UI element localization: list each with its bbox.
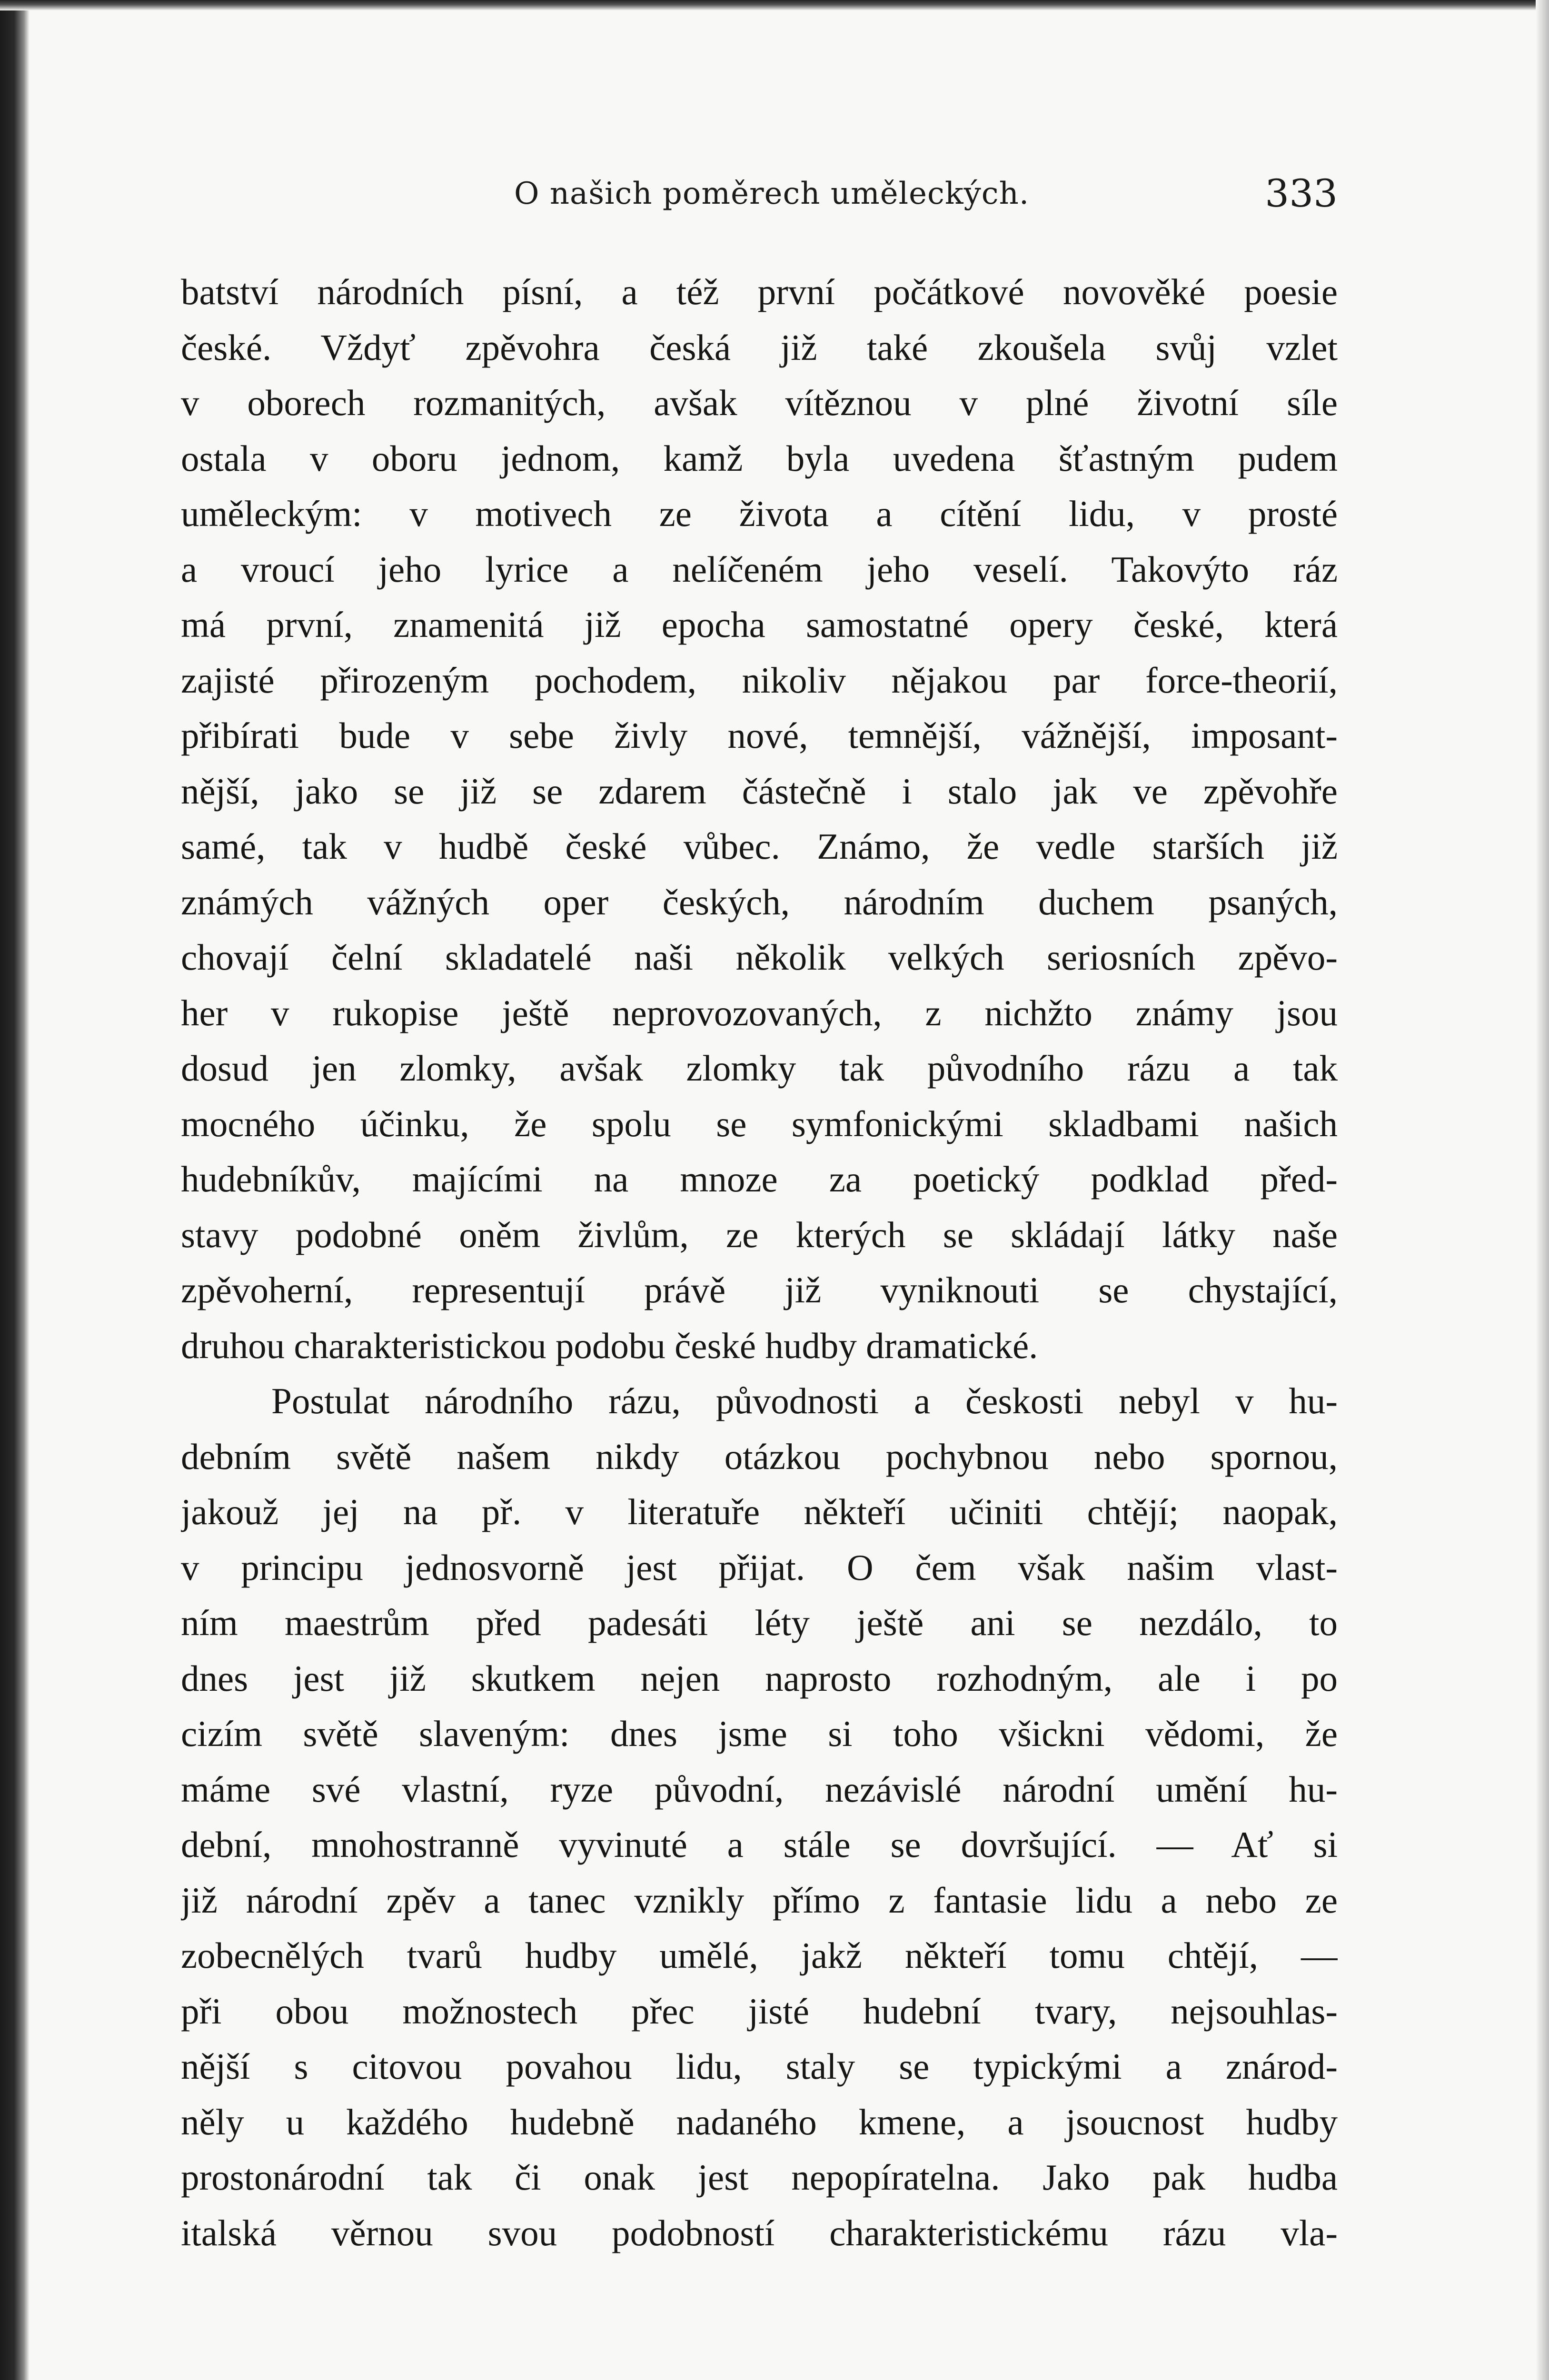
- text-line: Postulat národního rázu, původnosti a českosti nebyl v hu-: [271, 1380, 1338, 1421]
- text-line: dosud jen zlomky, avšak zlomky tak původního rázu a tak: [181, 1048, 1338, 1089]
- text-line: v principu jednosvorně jest přijat. O čem však našim vlast-: [181, 1547, 1338, 1588]
- right-scan-edge: [1536, 0, 1549, 2380]
- text-line: zobecnělých tvarů hudby umělé, jakž někteří tomu chtějí, —: [181, 1935, 1338, 1976]
- text-line: nější s citovou povahou lidu, staly se typickými a znárod-: [181, 2046, 1338, 2087]
- text-line: samé, tak v hudbě české vůbec. Známo, že vedle starších již: [181, 826, 1338, 867]
- text-line: hudebníkův, majícími na mnoze za poetický podklad před-: [181, 1159, 1338, 1200]
- text-line: přibírati bude v sebe živly nové, temnější, vážnější, imposant-: [181, 715, 1338, 756]
- text-line: má první, znamenitá již epocha samostatné opery české, která: [181, 604, 1338, 645]
- text-line: batství národních písní, a též první počátkové novověké poesie: [181, 271, 1338, 312]
- text-line: něly u každého hudebně nadaného kmene, a jsoucnost hudby: [181, 2101, 1338, 2142]
- text-line: chovají čelní skladatelé naši několik velkých seriosních zpěvo-: [181, 937, 1338, 978]
- binding-edge: [0, 0, 30, 2380]
- text-line: debním světě našem nikdy otázkou pochybnou nebo spornou,: [181, 1436, 1338, 1477]
- text-line: nější, jako se již se zdarem částečně i stalo jak ve zpěvohře: [181, 770, 1338, 812]
- text-line: druhou charakteristickou podobu české hudby dramatické.: [181, 1325, 1038, 1366]
- text-line: zajisté přirozeným pochodem, nikoliv nějakou par force-theorií,: [181, 659, 1338, 701]
- page-number: 333: [1265, 171, 1338, 216]
- text-line: jakouž jej na př. v literatuře někteří učiniti chtějí; naopak,: [181, 1491, 1338, 1532]
- text-line: a vroucí jeho lyrice a nelíčeném jeho veselí. Takovýto ráz: [181, 548, 1338, 590]
- top-scan-edge: [0, 0, 1549, 10]
- text-line: cizím světě slaveným: dnes jsme si toho všickni vědomi, že: [181, 1713, 1338, 1754]
- text-line: české. Vždyť zpěvohra česká již také zkoušela svůj vzlet: [181, 327, 1338, 368]
- text-line: v oborech rozmanitých, avšak vítěznou v plné životní síle: [181, 382, 1338, 423]
- text-line: stavy podobné oněm živlům, ze kterých se skládají látky naše: [181, 1214, 1338, 1255]
- text-line: máme své vlastní, ryze původní, nezávislé národní umění hu-: [181, 1768, 1338, 1810]
- text-line: známých vážných oper českých, národním duchem psaných,: [181, 881, 1338, 922]
- body-text: [181, 264, 1338, 2261]
- text-line: prostonárodní tak či onak jest nepopíratelna. Jako pak hudba: [181, 2157, 1338, 2198]
- page-header: [181, 171, 1338, 219]
- text-line: dební, mnohostranně vyvinuté a stále se dovršující. — Ať si: [181, 1824, 1338, 1865]
- text-line: italská věrnou svou podobností charakteristickému rázu vla-: [181, 2212, 1338, 2253]
- text-line: ostala v oboru jednom, kamž byla uvedena šťastným pudem: [181, 437, 1338, 479]
- text-line: uměleckým: v motivech ze života a cítění lidu, v prosté: [181, 493, 1338, 534]
- running-title: O našich poměrech uměleckých.: [514, 176, 1030, 211]
- text-line: při obou možnostech přec jisté hudební tvary, nejsouhlas-: [181, 1990, 1338, 2032]
- text-line: mocného účinku, že spolu se symfonickými skladbami našich: [181, 1103, 1338, 1144]
- text-line: již národní zpěv a tanec vznikly přímo z fantasie lidu a nebo ze: [181, 1879, 1338, 1921]
- text-line: her v rukopise ještě neprovozovaných, z nichžto známy jsou: [181, 992, 1338, 1033]
- text-line: ním maestrům před padesáti léty ještě ani se nezdálo, to: [181, 1602, 1338, 1643]
- text-line: dnes jest již skutkem nejen naprosto rozhodným, ale i po: [181, 1657, 1338, 1699]
- text-line: zpěvoherní, representují právě již vyniknouti se chystající,: [181, 1269, 1338, 1310]
